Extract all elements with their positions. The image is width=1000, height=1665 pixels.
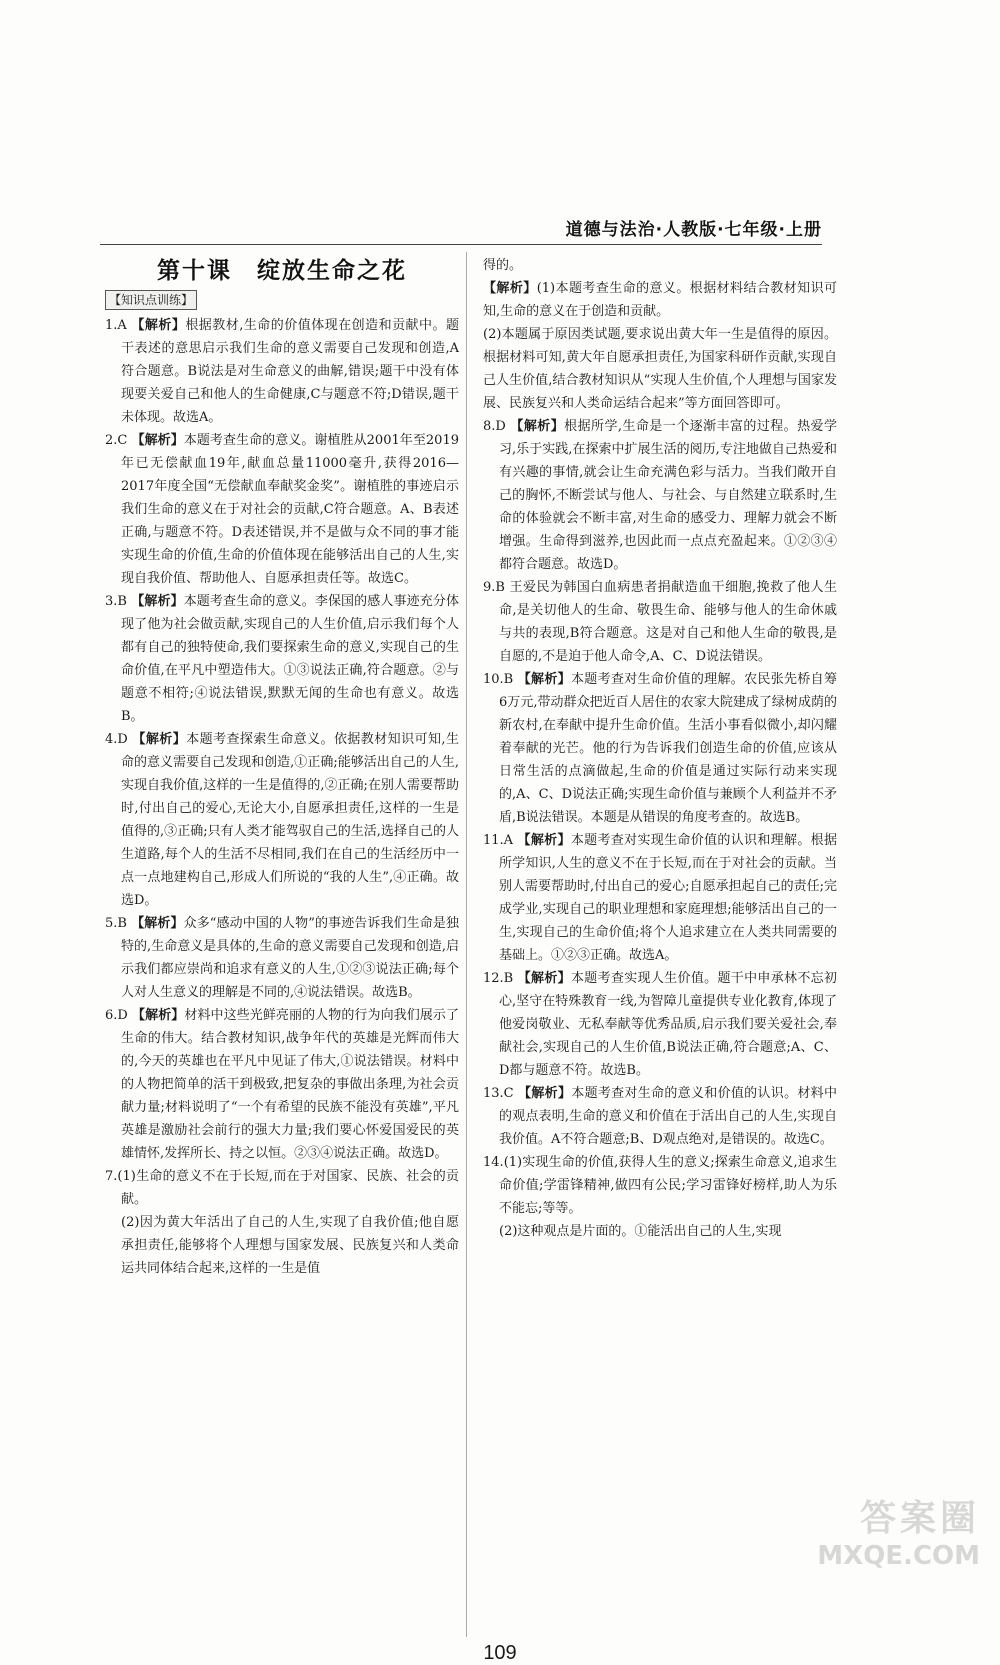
- answer-item-7-analysis-1: [483, 277, 837, 323]
- answer-number: 2.C: [105, 433, 128, 448]
- answer-item-7-part2: (2)因为黄大年活出了自己的人生,实现了自我价值;他自愿承担责任,能够将个人理想与国家发展、民族复兴和人类命运共同体结合起来,这样的一生是值: [121, 1215, 459, 1276]
- answer-text: 本题考查探索生命意义。依据教材知识可知,生命的意义需要自己发现和创造,①正确;能够活出自己的人生,实现自我价值,这样的一生是值得的,②正确;在别人需要帮助时,付出自己的爱心,无论大小,自愿承担责任,这样的一生是值得的,③正确;只有人类才能驾驭自己的生活,选择自己的人生道路,每个人的生活不尽相同,我们在自己的生活经历中一点一点地建构自己,形成人们所说的“我的人生”,④正确。故选D。: [121, 732, 459, 908]
- answer-number: 8.D: [483, 419, 506, 434]
- answer-item-4: [105, 728, 459, 912]
- answer-item-11: [483, 829, 837, 967]
- answer-number: 14.: [483, 1155, 504, 1170]
- analysis-tag: 【解析】: [131, 318, 186, 333]
- answer-number: 13.C: [483, 1086, 514, 1101]
- answer-item-3: [105, 590, 459, 728]
- left-column: [105, 254, 459, 1280]
- section-label: 【知识点训练】: [105, 290, 197, 310]
- answer-text: 本题考查对实现生命价值的认识和理解。根据所学知识,人生的意义不在于长短,而在于对社会的贡献。当别人需要帮助时,付出自己的爱心;自愿承担起自己的责任;完成学业,实现自己的职业理想和家庭理想;能够活出自己的一生,实现自己的生命价值;将个人追求建立在人类共同需要的基础上。①②③正确。故选A。: [499, 833, 837, 963]
- answer-item-10: [483, 668, 837, 829]
- answer-item-14: [483, 1151, 837, 1220]
- answer-item-7-analysis-2: (2)本题属于原因类试题,要求说出黄大年一生是值得的原因。根据材料可知,黄大年自愿承担责任,为国家科研作贡献,实现自己人生价值,结合教材知识从“实现人生价值,个人理想与国家发展、民族复兴和人类命运结合起来”等方面回答即可。: [483, 327, 837, 411]
- answer-text: 本题考查对生命的意义和价值的认识。材料中的观点表明,生命的意义和价值在于活出自己的人生,实现自我价值。A不符合题意;B、D观点绝对,是错误的。故选C。: [499, 1086, 837, 1147]
- answer-item-12: [483, 967, 837, 1082]
- analysis-tag: 【解析】: [132, 1008, 185, 1023]
- answer-item-7-continuation: 得的。: [483, 258, 523, 273]
- answer-text: 王爱民为韩国白血病患者捐献造血干细胞,挽救了他人生命,是关切他人的生命、敬畏生命、能够与他人的生命休戚与共的表现,B符合题意。这是对自己和他人生命的敬畏,是自愿的,不是迫于他人命令,A、C、D说法错误。: [499, 580, 837, 664]
- answer-text: 众多“感动中国的人物”的事迹告诉我们生命是独特的,生命意义是具体的,生命的意义需要自己发现和创造,启示我们都应崇尚和追求有意义的人生,①②③说法正确;每个人对人生意义的理解是不同的,④说法错误。故选B。: [121, 916, 459, 1000]
- watermark-url: MXQE.COM: [817, 1541, 980, 1571]
- analysis-tag: 【解析】: [518, 1086, 572, 1101]
- analysis-tag: 【解析】: [517, 672, 571, 687]
- answer-number: 5.B: [105, 916, 127, 931]
- right-column: [483, 254, 837, 1243]
- column-divider: [466, 252, 467, 1637]
- answer-item-2: [105, 429, 459, 590]
- page-number: 109: [483, 1642, 517, 1664]
- answer-item-8: [483, 415, 837, 576]
- header-rule: [100, 244, 822, 245]
- answer-text: (1)实现生命的价值,获得人生的意义;探索生命意义,追求生命价值;学雷锋精神,做四有公民;学习雷锋好榜样,助人为乐不能忘;等等。: [499, 1155, 837, 1216]
- analysis-tag: 【解析】: [510, 419, 565, 434]
- analysis-tag: 【解析】: [517, 971, 571, 986]
- running-header: 道德与法治·人教版·七年级·上册: [565, 220, 822, 240]
- analysis-tag: 【解析】: [483, 281, 537, 296]
- answer-text: 材料中这些光鲜亮丽的人物的行为向我们展示了生命的伟大。结合教材知识,战争年代的英雄是光辉而伟大的,今天的英雄也在平凡中见证了伟大,①说法错误。材料中的人物把简单的活干到极致,把复杂的事做出条理,为社会贡献力量;材料说明了“一个有希望的民族不能没有英雄”,平凡英雄是激励社会前行的强大力量;我们要心怀爱国爱民的英雄情怀,发挥所长、持之以恒。②③④说法正确。故选D。: [121, 1008, 459, 1161]
- answer-item-14-part2: (2)这种观点是片面的。①能活出自己的人生,实现: [499, 1224, 782, 1239]
- answer-number: 11.A: [483, 833, 514, 848]
- watermark-text: 答案圈: [859, 1498, 980, 1539]
- answer-number: 6.D: [105, 1008, 128, 1023]
- answer-number: 12.B: [483, 971, 514, 986]
- analysis-tag: 【解析】: [517, 833, 571, 848]
- answer-text: 根据所学,生命是一个逐渐丰富的过程。热爱学习,乐于实践,在探索中扩展生活的阅历,专注地做自己热爱和有兴趣的事情,就会让生命充满色彩与活力。当我们敞开自己的胸怀,不断尝试与他人、与社会、与自然建立联系时,生命的体验就会不断丰富,对生命的感受力、理解力就会不断增强。生命得到滋养,也因此而一点点充盈起来。①②③④都符合题意。故选D。: [499, 419, 837, 572]
- answer-number: 10.B: [483, 672, 514, 687]
- answer-text: 本题考查实现人生价值。题干中申承林不忘初心,坚守在特殊教育一线,为智障儿童提供专业化教育,体现了他爱岗敬业、无私奉献等优秀品质,启示我们要关爱社会,奉献社会,实现自己的人生价值,B说法正确,符合题意;A、C、D都与题意不符。故选B。: [499, 971, 837, 1078]
- answer-text: (1)生命的意义不在于长短,而在于对国家、民族、社会的贡献。: [117, 1169, 459, 1207]
- answer-item-9: [483, 576, 837, 668]
- answer-item-5: [105, 912, 459, 1004]
- answer-text: (1)本题考查生命的意义。根据材料结合教材知识可知,生命的意义在于创造和贡献。: [483, 281, 837, 319]
- answer-item-13: [483, 1082, 837, 1151]
- watermark-logo: [790, 1490, 980, 1570]
- answer-item-6: [105, 1004, 459, 1165]
- analysis-tag: 【解析】: [131, 594, 184, 609]
- answer-text: 本题考查对生命价值的理解。农民张先桥自筹6万元,带动群众把近百人居住的农家大院建成了绿树成荫的新农村,在奉献中提升生命价值。生活小事看似微小,却闪耀着奉献的光芒。他的行为告诉我们创造生命的价值,应该从日常生活的点滴做起,生命的价值是通过实际行动来实现的,A、C、D说法正确;实现生命价值与兼顾个人利益并不矛盾,B说法错误。本题是从错误的角度考查的。故选B。: [499, 672, 837, 825]
- answer-item-1: [105, 314, 459, 429]
- analysis-tag: 【解析】: [131, 433, 184, 448]
- answer-number: 4.D: [105, 732, 128, 747]
- answer-number: 9.B: [483, 580, 505, 595]
- answer-text: 根据教材,生命的价值体现在创造和贡献中。题干表述的意思启示我们生命的意义需要自己发现和创造,A符合题意。B说法是对生命意义的曲解,错误;题干中没有体现要关爱自己和他人的生命健康,C与题意不符;D错误,题干未体现。故选A。: [121, 318, 459, 425]
- analysis-tag: 【解析】: [131, 916, 184, 931]
- answer-number: 1.A: [105, 318, 127, 333]
- answer-number: 3.B: [105, 594, 127, 609]
- answer-item-7: [105, 1165, 459, 1211]
- answer-text: 本题考查生命的意义。李保国的感人事迹充分体现了他为社会做贡献,实现自己的人生价值,启示我们每个人都有自己的独特使命,我们要探索生命的意义,实现自己的生命价值,在平凡中塑造伟大。①③说法正确,符合题意。②与题意不相符;④说法错误,默默无闻的生命也有意义。故选B。: [121, 594, 459, 724]
- answer-number: 7.: [105, 1169, 118, 1184]
- answer-text: 本题考查生命的意义。谢植胜从2001年至2019年已无偿献血19年,献血总量11000毫升,获得2016—2017年度全国“无偿献血奉献奖金奖”。谢植胜的事迹启示我们生命的意义在于对社会的贡献,C符合题意。A、B表述正确,与题意不符。D表述错误,并不是做与众不同的事才能实现生命的价值,生命的价值体现在能够活出自己的人生,实现自我价值、帮助他人、自愿承担责任等。故选C。: [121, 433, 459, 586]
- lesson-title: 第十课 绽放生命之花: [157, 258, 407, 284]
- analysis-tag: 【解析】: [132, 732, 187, 747]
